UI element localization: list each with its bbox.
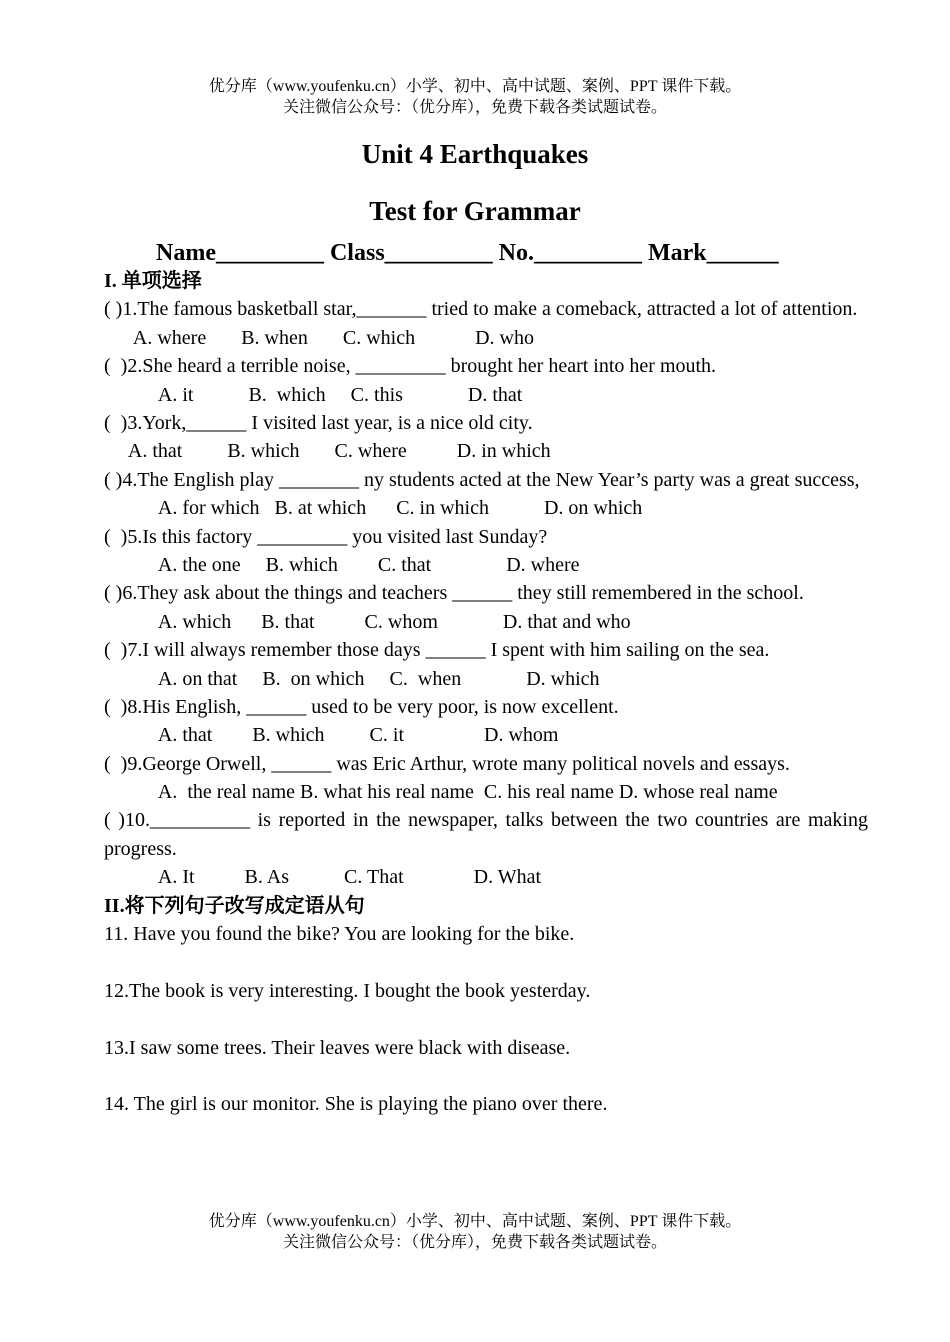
section-2-heading: II.将下列句子改写成定语从句 — [104, 894, 365, 917]
question-9-stem: ( )9.George Orwell, ______ was Eric Arthur, wrote many political novels and essays. — [104, 752, 790, 775]
footer-line-2: 关注微信公众号：（优分库），免费下载各类试题试卷。 — [282, 1234, 667, 1251]
header-line-2: 关注微信公众号：（优分库），免费下载各类试题试卷。 — [282, 99, 667, 116]
question-4-stem: ( )4.The English play ________ ny students acted at the New Year’s party was a great success, — [104, 468, 860, 491]
question-6-stem: ( )6.They ask about the things and teachers ______ they still remembered in the school. — [104, 582, 804, 605]
answer-space-12 — [104, 1005, 868, 1033]
question-7-options: A. on that B. on which C. when D. which — [104, 667, 600, 690]
question-5-stem: ( )5.Is this factory _________ you visited last Sunday? — [104, 525, 548, 548]
question-6-options: A. which B. that C. whom D. that and who — [104, 610, 631, 633]
question-2-stem: ( )2.She heard a terrible noise, _________ brought her heart into her mouth. — [104, 355, 717, 378]
unit-title: Unit 4 Earthquakes — [361, 139, 589, 169]
question-4-options: A. for which B. at which C. in which D. on which — [104, 497, 643, 520]
question-2-options: A. it B. which C. this D. that — [104, 383, 523, 406]
test-body — [104, 267, 868, 1119]
page-header — [0, 76, 950, 118]
answer-space-13 — [104, 1062, 868, 1090]
sentence-14: 14. The girl is our monitor. She is playing the piano over there. — [104, 1093, 608, 1116]
sentence-11: 11. Have you found the bike? You are looking for the bike. — [104, 923, 575, 946]
student-info-line: Name_________ Class_________ No._________ Mark______ — [156, 240, 779, 266]
section-1-heading: I. 单项选择 — [104, 270, 202, 292]
page-footer — [0, 1211, 950, 1253]
question-8-options: A. that B. which C. it D. whom — [104, 724, 559, 747]
question-5-options: A. the one B. which C. that D. where — [104, 553, 580, 576]
question-10-stem: ( )10.__________ is reported in the newspaper, talks between the two countries are making progress. — [104, 809, 868, 860]
question-3-stem: ( )3.York,______ I visited last year, is a nice old city. — [104, 411, 533, 434]
question-3-options: A. that B. which C. where D. in which — [104, 440, 551, 463]
question-7-stem: ( )7.I will always remember those days ______ I spent with him sailing on the sea. — [104, 639, 770, 662]
question-9-options: A. the real name B. what his real name C. his real name D. whose real name — [104, 781, 778, 804]
test-subtitle: Test for Grammar — [369, 196, 581, 226]
question-1-options: A. where B. when C. which D. who — [104, 326, 534, 349]
footer-line-1: 优分库（www.youfenku.cn）小学、初中、高中试题、案例、PPT 课件下载。 — [208, 1213, 742, 1230]
sentence-12: 12.The book is very interesting. I bought the book yesterday. — [104, 979, 591, 1002]
question-8-stem: ( )8.His English, ______ used to be very poor, is now excellent. — [104, 695, 619, 718]
header-line-1: 优分库（www.youfenku.cn）小学、初中、高中试题、案例、PPT 课件下载。 — [208, 78, 742, 95]
answer-space-11 — [104, 948, 868, 976]
question-1-stem: ( )1.The famous basketball star,_______ tried to make a comeback, attracted a lot of attention. — [104, 298, 858, 321]
question-10-options: A. It B. As C. That D. What — [104, 866, 542, 889]
sentence-13: 13.I saw some trees. Their leaves were black with disease. — [104, 1036, 571, 1059]
